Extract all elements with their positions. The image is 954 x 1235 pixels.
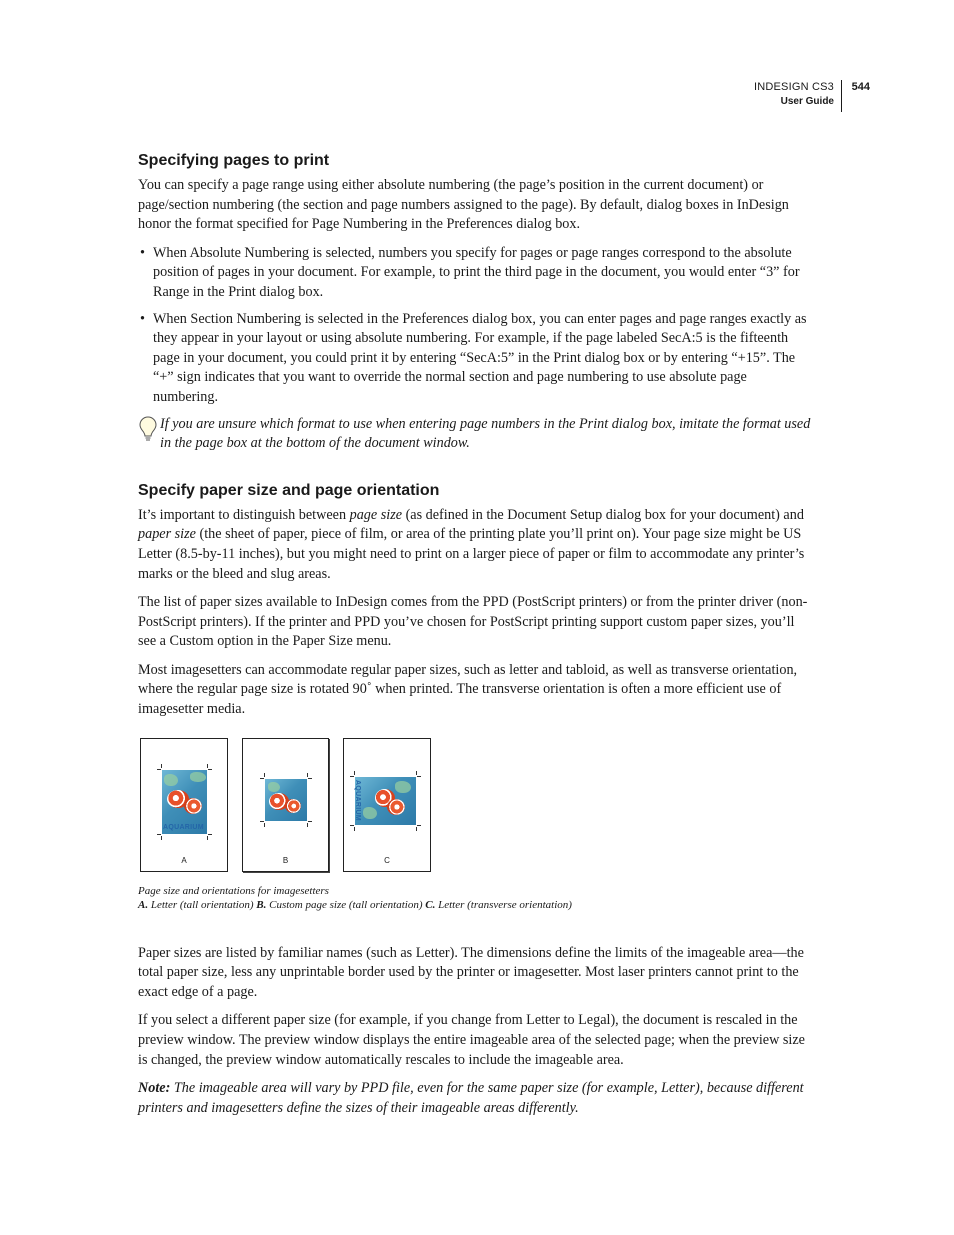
term-page-size: page size [349,506,403,523]
note-text: The imageable area will vary by PPD file, even for the same paper size (for example, Letter), because different printers and imagesetters define the sizes of their imageable areas differently. [138,1080,804,1116]
list-item-text: When Absolute Numbering is selected, numbers you specify for pages or page ranges correspond to the absolute position of pages in your document. For example, to print the third page in the document, you would enter “3” for Range in the Print dialog box. [153,244,800,300]
figure-paper-orientations [140,738,814,878]
caption-text: Letter (tall orientation) [148,898,257,911]
text-run: (as defined in the Document Setup dialog box for your document) and [402,506,804,523]
tip-text: If you are unsure which format to use when entering page numbers in the Print dialog box, imitate the format used in the page box at the bottom of the document window. [160,415,811,452]
figure-page-c [343,738,431,872]
caption-key: A. [138,898,149,911]
figure-label-a: A [181,855,187,865]
tip [138,415,814,454]
term-paper-size: paper size [138,526,196,543]
art-word: AQUARIUM [353,779,361,821]
list-item [138,244,814,303]
figure-caption [138,884,814,912]
section-heading-paper-size: Specify paper size and page orientation [138,481,440,499]
paragraph-imagesetters: Most imagesetters can accommodate regular paper sizes, such as letter and tabloid, as well as transverse orientation, where the regular page size is rotated 90˚ when printed. The transverse orientation is often a more efficient use of imagesetter media. [138,661,798,718]
page-number: 544 [851,81,870,93]
figure-label-c: C [384,855,390,865]
page-content [138,150,814,1127]
note-label: Note: [138,1080,171,1097]
aquarium-art [265,779,307,821]
running-header [753,80,870,110]
aquarium-art [162,770,207,834]
paragraph-paper-sizes-list: The list of paper sizes available to InDesign comes from the PPD (PostScript printers) or from the printer driver (non-PostScript printers). If the printer and PPD you’ve chosen for PostScript printing support custom paper sizes, you’ll see a Custom option in the Paper Size menu. [138,594,808,650]
art-word: AQUARIUM [163,823,204,831]
figure-label-b: B [282,855,289,865]
caption-title: Page size and orientations for imagesetters [138,884,329,897]
text-run: (the sheet of paper, piece of film, or area of the printing plate you’ll print on). Your page size might be US Letter (8.5-by-11 inches), but you might need to print on a larger piece of paper or film to accommodate any printer’s marks or the bleed and slug areas. [138,526,805,582]
caption-text: Letter (transverse orientation) [435,898,572,911]
figure-page-b [242,738,329,872]
guide-name: User Guide [780,96,834,107]
figure-page-a [140,738,228,872]
product-name: INDESIGN CS3 [753,81,834,93]
paragraph-paper-names: Paper sizes are listed by familiar names (such as Letter). The dimensions define the limits of the imageable area—the total paper size, less any unprintable border used by the printer or imagesetter. Most laser printers cannot print to the exact edge of a page. [138,944,804,1000]
list-item [138,310,814,408]
caption-key: B. [256,898,267,911]
caption-items [138,898,814,912]
header-rule [841,80,842,112]
numbering-list [138,244,814,408]
bullet-icon: • [140,244,145,261]
bullet-icon: • [140,310,145,327]
paragraph-rescale: If you select a different paper size (for example, if you change from Letter to Legal), the document is rescaled in the preview window. The preview window displays the entire imageable area of the selected page; when the preview size is changed, the preview window automatically rescales to include the imageable area. [138,1012,805,1068]
aquarium-art [355,777,416,825]
paragraph-intro: You can specify a page range using either absolute numbering (the page’s position in the current document) or page/section numbering (the section and page numbers assigned to the page). By default, dialog boxes in InDesign honor the format specified for Page Numbering in the Preferences dialog box. [138,177,789,233]
caption-text: Custom page size (tall orientation) [266,898,426,911]
text-run: It’s important to distinguish between [138,506,350,523]
list-item-text: When Section Numbering is selected in the Preferences dialog box, you can enter pages and page ranges exactly as they appear in your layout or using absolute numbering. For example, if the page labeled SecA:5 is the fifteenth page in your document, you could print it by entering “SecA:5” in the Print dialog box or by entering “+15”. The “+” sign indicates that you want to override the normal section and page numbering to use absolute page numbering. [153,310,807,405]
note [138,1079,814,1118]
lightbulb-icon [138,415,160,443]
caption-key: C. [425,898,436,911]
paragraph-distinguish [138,506,814,584]
section-heading-specifying-pages: Specifying pages to print [138,152,330,169]
